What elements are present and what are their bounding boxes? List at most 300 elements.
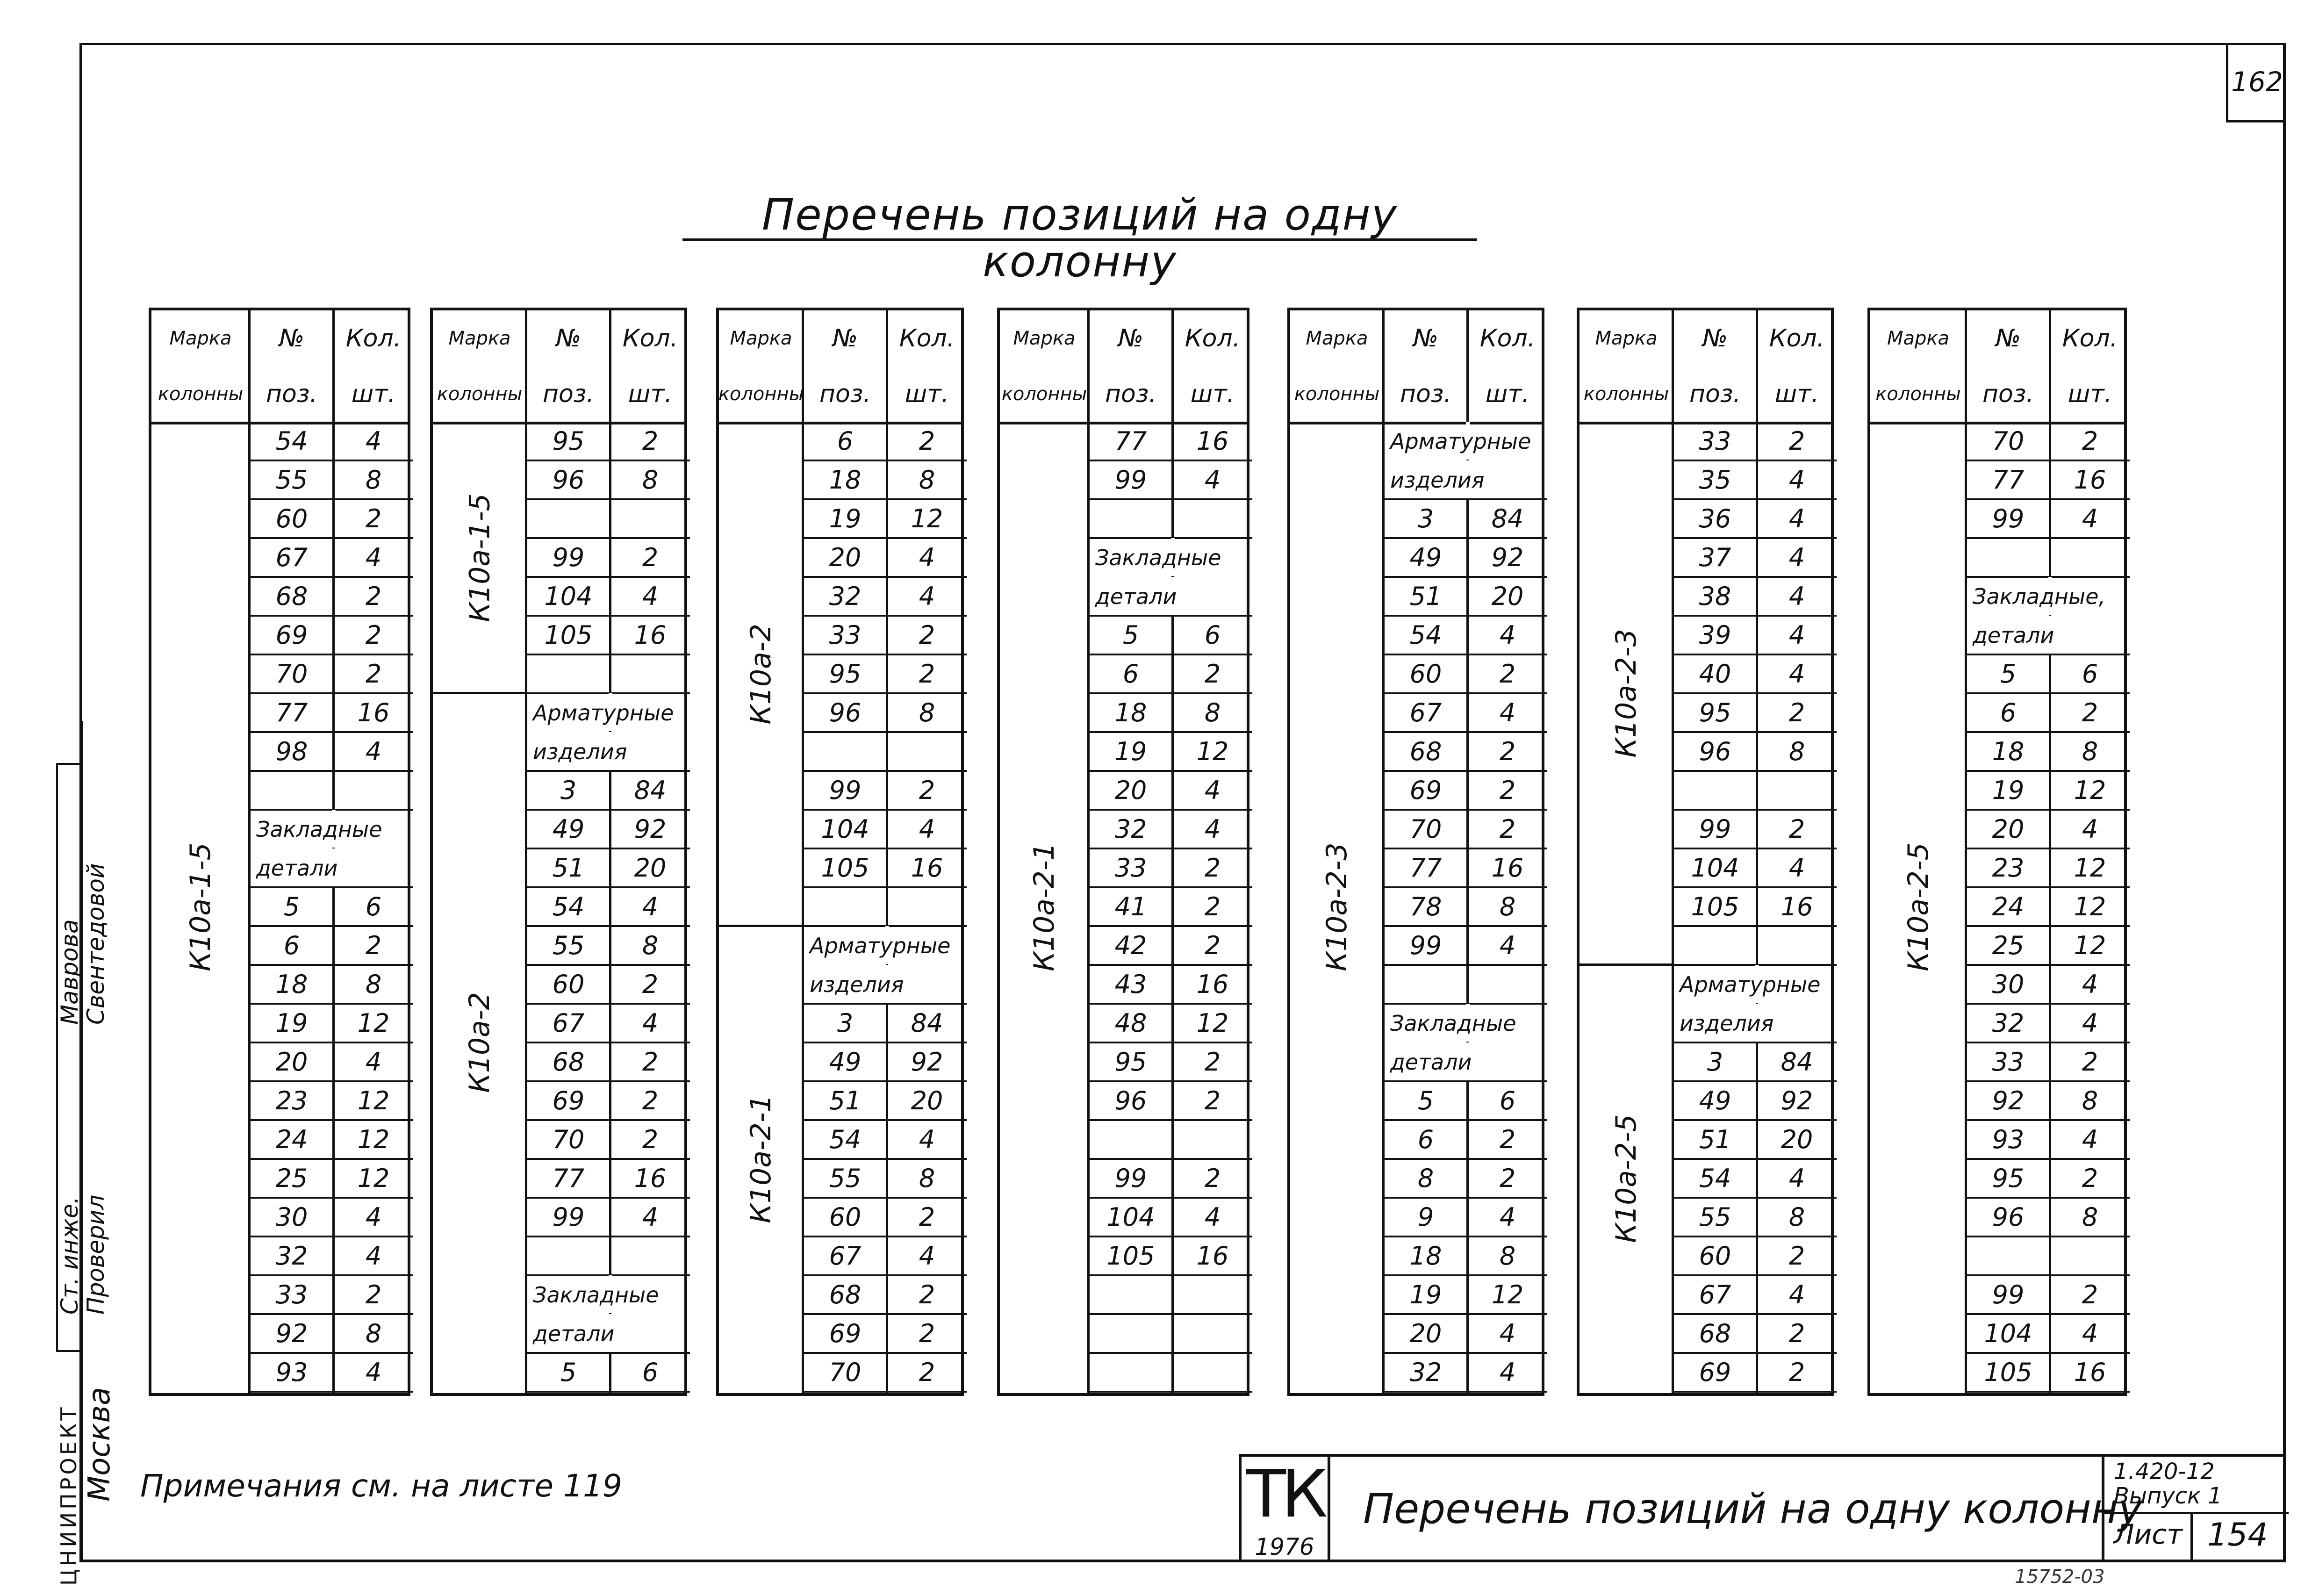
quantity: 4 xyxy=(1788,853,1805,883)
table-header xyxy=(1580,310,1831,424)
header-pos xyxy=(1384,310,1468,422)
header-mark xyxy=(1580,310,1673,422)
stamp-org: ЦНИИПРОЕКТ xyxy=(56,1404,81,1586)
issue-label: Выпуск 1 xyxy=(2114,1483,2222,1509)
quantity: 16 xyxy=(1196,426,1229,456)
quantity: 20 xyxy=(634,853,667,883)
position-number: 77 xyxy=(1409,853,1442,883)
position-number xyxy=(1966,538,2050,577)
quantity: 92 xyxy=(1491,543,1524,572)
position-number: 105 xyxy=(1106,1241,1155,1271)
quantity: 6 xyxy=(2082,659,2098,689)
quantity: 2 xyxy=(919,776,935,805)
position-number: 54 xyxy=(552,892,585,921)
quantity: 2 xyxy=(1499,776,1516,805)
header-mark-line: Марка xyxy=(169,327,232,349)
quantity: 2 xyxy=(919,620,935,650)
position-number xyxy=(1673,926,1757,965)
position-number: 70 xyxy=(829,1358,862,1387)
position-number: 92 xyxy=(1992,1086,2025,1115)
position-number: 36 xyxy=(1699,504,1731,533)
position-number: 43 xyxy=(1114,970,1147,999)
column-mark: К10а-2-5 xyxy=(1610,1114,1643,1243)
quantity: 2 xyxy=(1499,1125,1516,1154)
quantity: 2 xyxy=(1788,1358,1805,1387)
quantity: 4 xyxy=(919,1241,935,1271)
position-number: 69 xyxy=(1409,776,1442,805)
quantity: 4 xyxy=(365,1241,382,1271)
quantity: 8 xyxy=(919,698,935,727)
position-number: 60 xyxy=(552,970,585,999)
quantity: 20 xyxy=(1491,582,1524,611)
quantity: 4 xyxy=(1204,1202,1221,1232)
quantity: 4 xyxy=(2082,1125,2098,1154)
position-number: 68 xyxy=(552,1047,585,1077)
position-number: 51 xyxy=(1409,582,1442,611)
header-mark-line: Марка xyxy=(730,327,792,349)
position-number xyxy=(803,887,887,926)
quantity: 20 xyxy=(911,1086,943,1115)
sheet-label: Лист xyxy=(2114,1518,2183,1550)
position-table xyxy=(1287,308,1544,1396)
quantity: 4 xyxy=(1499,620,1516,650)
position-number xyxy=(1384,965,1468,1004)
left-stamp xyxy=(37,43,117,1586)
quantity: 2 xyxy=(1499,737,1516,766)
position-number: 5 xyxy=(1122,620,1139,650)
header-pos xyxy=(1673,310,1757,422)
quantity: 2 xyxy=(1204,853,1221,883)
quantity: 16 xyxy=(634,1164,667,1193)
position-number: 55 xyxy=(829,1164,862,1193)
quantity: 2 xyxy=(1788,1319,1805,1348)
position-number: 42 xyxy=(1114,931,1147,960)
header-mark-line: Марка xyxy=(1887,327,1950,349)
header-pos-line: поз. xyxy=(1689,380,1741,408)
quantity: 4 xyxy=(1204,776,1221,805)
quantity: 16 xyxy=(634,620,667,650)
quantity: 4 xyxy=(2082,1319,2098,1348)
position-number: 98 xyxy=(275,737,308,766)
position-number: 18 xyxy=(1114,698,1147,727)
position-table xyxy=(149,308,410,1396)
header-mark-line: Марка xyxy=(1595,327,1658,349)
position-number: 54 xyxy=(829,1125,862,1154)
position-number: 9 xyxy=(1417,1202,1434,1232)
position-number: 67 xyxy=(1699,1280,1731,1309)
position-number: 104 xyxy=(1106,1202,1155,1232)
position-number: 41 xyxy=(1114,892,1147,921)
quantity: 6 xyxy=(1204,620,1221,650)
quantity: 4 xyxy=(1204,814,1221,844)
header-qty xyxy=(1468,310,1547,422)
position-number: 70 xyxy=(275,659,308,689)
position-number: 99 xyxy=(1409,931,1442,960)
header-qty-line: шт. xyxy=(628,380,673,408)
position-number: 49 xyxy=(829,1047,862,1077)
quantity: 4 xyxy=(1499,698,1516,727)
quantity: 12 xyxy=(911,504,943,533)
header-qty-line: шт. xyxy=(1190,380,1235,408)
position-number: 104 xyxy=(821,814,869,844)
position-number: 60 xyxy=(1699,1241,1731,1271)
position-number: 18 xyxy=(275,970,308,999)
quantity: 16 xyxy=(2074,465,2106,495)
header-qty xyxy=(887,310,967,422)
column-mark: К10а-2-3 xyxy=(1610,629,1643,758)
position-number: 20 xyxy=(275,1047,308,1077)
stamp-name-2: Свентедовой xyxy=(82,863,109,1025)
position-number: 104 xyxy=(544,582,593,611)
position-number: 6 xyxy=(1122,659,1139,689)
position-number: 105 xyxy=(821,853,869,883)
quantity: 8 xyxy=(1788,1202,1805,1232)
quantity xyxy=(1757,771,1837,810)
position-number: 49 xyxy=(1409,543,1442,572)
section-label: изделия xyxy=(810,971,904,997)
quantity: 4 xyxy=(2082,504,2098,533)
quantity: 12 xyxy=(357,1125,390,1154)
header-pos-line: поз. xyxy=(543,380,594,408)
header-qty-line: шт. xyxy=(1485,380,1530,408)
header-mark xyxy=(1870,310,1966,422)
header-mark xyxy=(151,310,250,422)
header-qty xyxy=(1757,310,1837,422)
quantity: 2 xyxy=(1204,659,1221,689)
header-mark-line: колонны xyxy=(158,383,244,405)
position-number: 95 xyxy=(829,659,862,689)
quantity: 16 xyxy=(1196,970,1229,999)
position-number: 60 xyxy=(1409,659,1442,689)
position-number: 33 xyxy=(829,620,862,650)
position-number xyxy=(1089,1120,1173,1159)
sheet-divider xyxy=(2190,1512,2193,1562)
quantity xyxy=(1173,1353,1252,1392)
position-number: 105 xyxy=(1691,892,1739,921)
table-header xyxy=(719,310,961,424)
quantity: 2 xyxy=(642,1125,659,1154)
position-number xyxy=(250,771,334,810)
header-pos-line: № xyxy=(1702,324,1728,352)
position-number: 24 xyxy=(275,1125,308,1154)
header-qty-line: Кол. xyxy=(899,324,955,352)
quantity: 2 xyxy=(365,1280,382,1309)
quantity xyxy=(1173,499,1252,538)
position-number: 67 xyxy=(829,1241,862,1271)
position-number: 51 xyxy=(1699,1125,1731,1154)
position-number: 20 xyxy=(1114,776,1147,805)
quantity: 2 xyxy=(365,620,382,650)
position-number: 3 xyxy=(1417,504,1434,533)
column-mark: К10а-2-5 xyxy=(1902,842,1935,971)
quantity: 4 xyxy=(1788,465,1805,495)
position-number: 20 xyxy=(1409,1319,1442,1348)
section-label: детали xyxy=(256,855,338,881)
logo-text: ТК xyxy=(1246,1456,1323,1532)
position-number xyxy=(1966,1237,2050,1275)
position-number: 77 xyxy=(1114,426,1147,456)
position-number: 60 xyxy=(275,504,308,533)
header-pos xyxy=(250,310,334,422)
quantity xyxy=(887,732,967,771)
quantity: 12 xyxy=(1196,737,1229,766)
quantity: 4 xyxy=(1788,659,1805,689)
quantity xyxy=(610,654,690,693)
quantity xyxy=(1468,965,1547,1004)
header-mark-line: Марка xyxy=(1306,327,1368,349)
header-pos xyxy=(1966,310,2050,422)
quantity: 2 xyxy=(2082,1164,2098,1193)
header-pos-line: № xyxy=(1995,324,2021,352)
position-number: 8 xyxy=(1417,1164,1434,1193)
position-number: 70 xyxy=(1409,814,1442,844)
quantity: 2 xyxy=(365,931,382,960)
position-number: 55 xyxy=(1699,1202,1731,1232)
quantity: 2 xyxy=(1788,426,1805,456)
position-number: 37 xyxy=(1699,543,1731,572)
quantity: 8 xyxy=(642,931,659,960)
position-number: 6 xyxy=(1417,1125,1434,1154)
quantity: 4 xyxy=(365,543,382,572)
section-label: изделия xyxy=(1680,1010,1774,1036)
quantity xyxy=(610,1237,690,1275)
quantity: 92 xyxy=(1781,1086,1813,1115)
table-header xyxy=(433,310,684,424)
quantity: 4 xyxy=(1788,620,1805,650)
quantity: 4 xyxy=(365,1047,382,1077)
position-number: 19 xyxy=(829,504,862,533)
position-table xyxy=(716,308,964,1396)
column-mark: К10а-2-1 xyxy=(1028,842,1061,971)
position-number: 99 xyxy=(1699,814,1731,844)
quantity xyxy=(2050,538,2130,577)
stamp-role-2: Проверил xyxy=(82,1194,109,1315)
quantity: 2 xyxy=(642,426,659,456)
position-number: 51 xyxy=(552,853,585,883)
position-number: 19 xyxy=(275,1008,308,1038)
quantity: 4 xyxy=(919,814,935,844)
title-block xyxy=(1239,1454,2286,1562)
position-number xyxy=(526,1237,610,1275)
quantity: 2 xyxy=(1499,814,1516,844)
quantity: 2 xyxy=(1204,931,1221,960)
position-number: 3 xyxy=(1707,1047,1723,1077)
position-number: 69 xyxy=(829,1319,862,1348)
position-number: 70 xyxy=(1992,426,2025,456)
position-number: 60 xyxy=(829,1202,862,1232)
header-mark xyxy=(1000,310,1089,422)
position-number: 93 xyxy=(1992,1125,2025,1154)
quantity: 2 xyxy=(919,1202,935,1232)
header-qty-line: шт. xyxy=(905,380,949,408)
position-number: 38 xyxy=(1699,582,1731,611)
section-label: Закладные xyxy=(1390,1010,1516,1036)
quantity: 92 xyxy=(634,814,667,844)
position-number: 92 xyxy=(275,1319,308,1348)
position-number: 99 xyxy=(829,776,862,805)
position-number: 35 xyxy=(1699,465,1731,495)
quantity: 2 xyxy=(1204,1164,1221,1193)
quantity: 4 xyxy=(1788,543,1805,572)
quantity: 12 xyxy=(357,1008,390,1038)
header-mark-line: колонны xyxy=(437,383,523,405)
quantity: 2 xyxy=(1204,1086,1221,1115)
position-number: 68 xyxy=(829,1280,862,1309)
position-number: 51 xyxy=(829,1086,862,1115)
logo-year: 1976 xyxy=(1255,1533,1314,1560)
quantity: 8 xyxy=(365,465,382,495)
quantity: 12 xyxy=(2074,892,2106,921)
position-number: 23 xyxy=(1992,853,2025,883)
quantity xyxy=(610,499,690,538)
quantity: 4 xyxy=(1788,582,1805,611)
header-mark xyxy=(1290,310,1384,422)
quantity: 16 xyxy=(1491,853,1524,883)
quantity: 4 xyxy=(2082,970,2098,999)
quantity: 8 xyxy=(919,1164,935,1193)
quantity: 4 xyxy=(365,1202,382,1232)
position-table xyxy=(997,308,1249,1396)
position-number: 5 xyxy=(283,892,300,921)
header-pos-line: № xyxy=(1118,324,1144,352)
header-pos-line: № xyxy=(279,324,305,352)
position-number: 69 xyxy=(552,1086,585,1115)
quantity: 2 xyxy=(365,504,382,533)
quantity: 2 xyxy=(365,659,382,689)
quantity: 2 xyxy=(642,543,659,572)
position-number xyxy=(1089,1353,1173,1392)
quantity: 4 xyxy=(919,543,935,572)
position-number: 19 xyxy=(1992,776,2025,805)
position-number xyxy=(526,654,610,693)
position-number: 99 xyxy=(1114,465,1147,495)
position-number: 68 xyxy=(1699,1319,1731,1348)
quantity: 4 xyxy=(1499,1358,1516,1387)
quantity: 2 xyxy=(1499,659,1516,689)
quantity: 2 xyxy=(2082,1047,2098,1077)
section-label: изделия xyxy=(533,739,627,764)
quantity: 12 xyxy=(357,1164,390,1193)
position-number: 25 xyxy=(1992,931,2025,960)
quantity xyxy=(2050,1237,2130,1275)
position-number: 99 xyxy=(552,1202,585,1232)
series-code: 1.420-12 xyxy=(2114,1459,2215,1485)
header-qty-line: Кол. xyxy=(1185,324,1241,352)
header-pos-line: поз. xyxy=(1105,380,1156,408)
quantity: 12 xyxy=(2074,776,2106,805)
quantity: 4 xyxy=(1788,1164,1805,1193)
quantity: 8 xyxy=(2082,737,2098,766)
column-mark: К10а-1-5 xyxy=(184,842,217,971)
quantity: 84 xyxy=(911,1008,943,1038)
section-label: детали xyxy=(1095,583,1177,609)
quantity: 8 xyxy=(919,465,935,495)
bottom-code: 15752-03 xyxy=(2015,1566,2105,1588)
position-number: 32 xyxy=(829,582,862,611)
position-number: 54 xyxy=(275,426,308,456)
quantity: 84 xyxy=(1781,1047,1813,1077)
table-header xyxy=(1000,310,1247,424)
header-mark-line: колонны xyxy=(1001,383,1087,405)
stamp-city: Москва xyxy=(82,1387,117,1502)
position-number: 99 xyxy=(1992,504,2025,533)
position-number: 33 xyxy=(275,1280,308,1309)
column-mark: К10а-1-5 xyxy=(463,493,496,622)
position-number: 40 xyxy=(1699,659,1731,689)
position-number: 49 xyxy=(552,814,585,844)
column-mark: К10а-2-3 xyxy=(1321,842,1353,971)
quantity: 4 xyxy=(642,582,659,611)
info-divider xyxy=(2104,1512,2289,1514)
position-number: 104 xyxy=(1984,1319,2032,1348)
position-number xyxy=(526,499,610,538)
section-label: детали xyxy=(1973,622,2054,648)
section-label: Арматурные xyxy=(1680,971,1821,997)
position-number: 96 xyxy=(829,698,862,727)
header-qty xyxy=(1173,310,1252,422)
section-label: Закладные xyxy=(1095,545,1221,570)
quantity: 4 xyxy=(2082,814,2098,844)
section-label: изделия xyxy=(1390,467,1485,493)
quantity: 4 xyxy=(1788,504,1805,533)
position-number: 20 xyxy=(829,543,862,572)
section-label: Арматурные xyxy=(1390,428,1531,454)
quantity: 16 xyxy=(1781,892,1813,921)
position-number: 70 xyxy=(552,1125,585,1154)
quantity xyxy=(887,887,967,926)
position-number: 18 xyxy=(1992,737,2025,766)
position-number: 96 xyxy=(552,465,585,495)
section-label: детали xyxy=(533,1321,615,1346)
quantity: 92 xyxy=(911,1047,943,1077)
position-number: 33 xyxy=(1114,853,1147,883)
position-number: 69 xyxy=(275,620,308,650)
quantity xyxy=(1173,1120,1252,1159)
position-table xyxy=(430,308,687,1396)
quantity: 4 xyxy=(642,1202,659,1232)
position-number: 33 xyxy=(1699,426,1731,456)
header-mark xyxy=(433,310,526,422)
column-mark: К10а-2 xyxy=(745,623,777,725)
position-number xyxy=(1673,771,1757,810)
quantity: 4 xyxy=(2082,1008,2098,1038)
position-number: 5 xyxy=(560,1358,577,1387)
position-number: 19 xyxy=(1409,1280,1442,1309)
position-number: 54 xyxy=(1409,620,1442,650)
position-number: 30 xyxy=(1992,970,2025,999)
quantity: 2 xyxy=(919,1358,935,1387)
header-qty-line: шт. xyxy=(2068,380,2112,408)
header-qty-line: Кол. xyxy=(1769,324,1825,352)
title-block-name: Перечень позиций на одну колонну xyxy=(1363,1485,2143,1533)
group-separator xyxy=(719,925,803,927)
quantity xyxy=(334,771,413,810)
position-number: 6 xyxy=(837,426,854,456)
quantity xyxy=(1173,1314,1252,1353)
position-number: 32 xyxy=(1409,1358,1442,1387)
stamp-name-1: Маврова xyxy=(56,919,83,1025)
section-label: Арматурные xyxy=(810,933,951,958)
header-qty-line: Кол. xyxy=(2062,324,2118,352)
position-number: 25 xyxy=(275,1164,308,1193)
position-number: 55 xyxy=(552,931,585,960)
section-label: Закладные xyxy=(256,816,382,842)
position-number: 33 xyxy=(1992,1047,2025,1077)
quantity: 4 xyxy=(365,737,382,766)
position-number xyxy=(1089,1275,1173,1314)
position-number: 95 xyxy=(1699,698,1731,727)
position-number: 30 xyxy=(275,1202,308,1232)
